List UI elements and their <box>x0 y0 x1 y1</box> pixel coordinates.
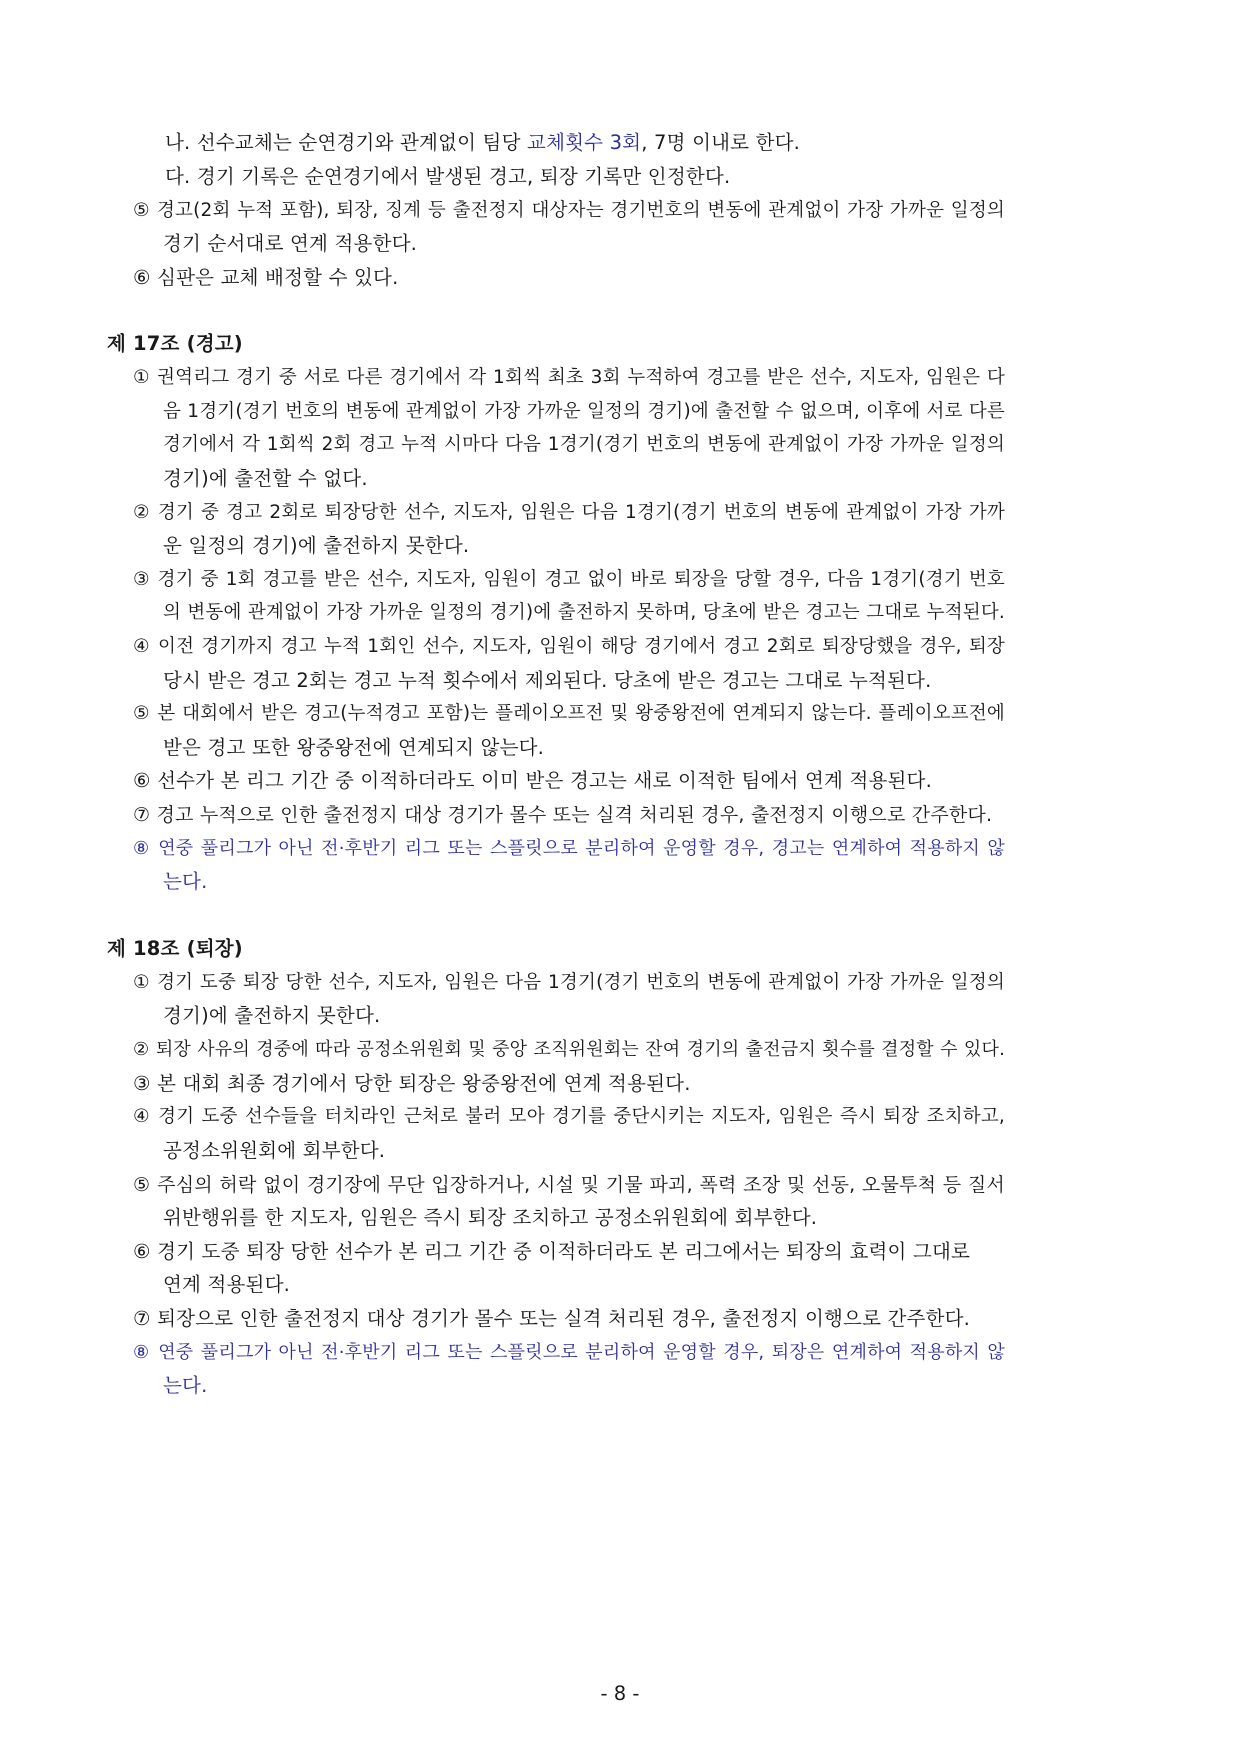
art18-item-8-line-1: ⑧ 연중 풀리그가 아닌 전·후반기 리그 또는 스플릿으로 분리하여 운영할 경우, 퇴장은 연계하여 적용하지 않 <box>133 1342 1005 1363</box>
art17-item-4-line-1: ④ 이전 경기까지 경고 누적 1회인 선수, 지도자, 임원이 해당 경기에서 경고 2회로 퇴장당했을 경우, 퇴장 <box>133 636 1005 657</box>
art17-item-2-line-1: ② 경기 중 경고 2회로 퇴장당한 선수, 지도자, 임원은 다음 1경기(경기 번호의 변동에 관계없이 가장 가까 <box>133 502 1005 523</box>
clause-na <box>165 129 800 157</box>
item-5-line-2: 경기 순서대로 연계 적용한다. <box>163 232 418 255</box>
item-5-line-1: ⑤ 경고(2회 누적 포함), 퇴장, 징계 등 출전정지 대상자는 경기번호의 변동에 관계없이 가장 가까운 일정의 <box>133 200 1005 221</box>
art17-item-1-line-2: 음 1경기(경기 번호의 변동에 관계없이 가장 가까운 일정의 경기)에 출전할 수 없으며, 이후에 서로 다른 <box>163 401 1005 422</box>
art17-item-3-line-1: ③ 경기 중 1회 경고를 받은 선수, 지도자, 임원이 경고 없이 바로 퇴장을 당할 경우, 다음 1경기(경기 번호 <box>133 569 1005 590</box>
art18-item-4-line-2: 공정소위원회에 회부한다. <box>163 1139 386 1162</box>
art18-item-5-line-2: 위반행위를 한 지도자, 임원은 즉시 퇴장 조치하고 공정소위원회에 회부한다. <box>163 1206 818 1229</box>
art18-item-1-line-2: 경기)에 출전하지 못한다. <box>163 1004 381 1027</box>
article-17-title: 제 17조 (경고) <box>107 332 243 355</box>
art18-item-7: ⑦ 퇴장으로 인한 출전정지 대상 경기가 몰수 또는 실격 처리된 경우, 출전정지 이행으로 간주한다. <box>133 1307 971 1330</box>
art17-item-7: ⑦ 경고 누적으로 인한 출전정지 대상 경기가 몰수 또는 실격 처리된 경우, 출전정지 이행으로 간주한다. <box>133 804 993 826</box>
art17-item-8-line-1: ⑧ 연중 풀리그가 아닌 전·후반기 리그 또는 스플릿으로 분리하여 운영할 경우, 경고는 연계하여 적용하지 않 <box>133 838 1005 859</box>
art18-item-6-line-1: ⑥ 경기 도중 퇴장 당한 선수가 본 리그 기간 중 이적하더라도 본 리그에서는 퇴장의 효력이 그대로 <box>133 1240 971 1263</box>
art18-item-8-line-2: 는다. <box>163 1374 208 1397</box>
art18-item-3: ③ 본 대회 최종 경기에서 당한 퇴장은 왕중왕전에 연계 적용된다. <box>133 1072 691 1095</box>
art17-item-8-line-2: 는다. <box>163 870 208 893</box>
clause-na-highlight: 교체횟수 3회 <box>527 131 642 154</box>
art17-item-4-line-2: 당시 받은 경고 2회는 경고 누적 횟수에서 제외된다. 당초에 받은 경고는 그대로 누적된다. <box>163 669 932 692</box>
art17-item-6: ⑥ 선수가 본 리그 기간 중 이적하더라도 이미 받은 경고는 새로 이적한 팀에서 연계 적용된다. <box>133 769 932 792</box>
clause-da: 다. 경기 기록은 순연경기에서 발생된 경고, 퇴장 기록만 인정한다. <box>165 165 731 188</box>
art17-item-1-line-1: ① 권역리그 경기 중 서로 다른 경기에서 각 1회씩 최초 3회 누적하여 경고를 받은 선수, 지도자, 임원은 다 <box>133 367 1005 388</box>
art17-item-5-line-1: ⑤ 본 대회에서 받은 경고(누적경고 포함)는 플레이오프전 및 왕중왕전에 연계되지 않는다. 플레이오프전에 <box>133 703 1005 724</box>
art18-item-6-line-2: 연계 적용된다. <box>163 1273 291 1296</box>
page-number: - 8 - <box>600 1682 640 1705</box>
clause-na-suffix: , 7명 이내로 한다. <box>641 131 801 154</box>
clause-na-prefix: 나. 선수교체는 순연경기와 관계없이 팀당 <box>165 131 528 154</box>
art18-item-1-line-1: ① 경기 도중 퇴장 당한 선수, 지도자, 임원은 다음 1경기(경기 번호의 변동에 관계없이 가장 가까운 일정의 <box>133 972 1005 993</box>
art17-item-1-line-4: 경기)에 출전할 수 없다. <box>163 467 368 490</box>
item-6: ⑥ 심판은 교체 배정할 수 있다. <box>133 266 399 289</box>
art18-item-4-line-1: ④ 경기 도중 선수들을 터치라인 근처로 불러 모아 경기를 중단시키는 지도자, 임원은 즉시 퇴장 조치하고, <box>133 1106 1005 1127</box>
art17-item-2-line-2: 운 일정의 경기)에 출전하지 못한다. <box>163 534 470 557</box>
article-18-title: 제 18조 (퇴장) <box>107 937 243 960</box>
art17-item-1-line-3: 경기에서 각 1회씩 2회 경고 누적 시마다 다음 1경기(경기 번호의 변동에 관계없이 가장 가까운 일정의 <box>163 434 1005 455</box>
art17-item-5-line-2: 받은 경고 또한 왕중왕전에 연계되지 않는다. <box>163 736 545 759</box>
art18-item-2: ② 퇴장 사유의 경중에 따라 공정소위원회 및 중앙 조직위원회는 잔여 경기의 출전금지 횟수를 결정할 수 있다. <box>133 1039 1005 1060</box>
art17-item-3-line-2: 의 변동에 관계없이 가장 가까운 일정의 경기)에 출전하지 못하며, 당초에 받은 경고는 그대로 누적된다. <box>163 602 1005 623</box>
art18-item-5-line-1: ⑤ 주심의 허락 없이 경기장에 무단 입장하거나, 시설 및 기물 파괴, 폭력 조장 및 선동, 오물투척 등 질서 <box>133 1174 1005 1196</box>
